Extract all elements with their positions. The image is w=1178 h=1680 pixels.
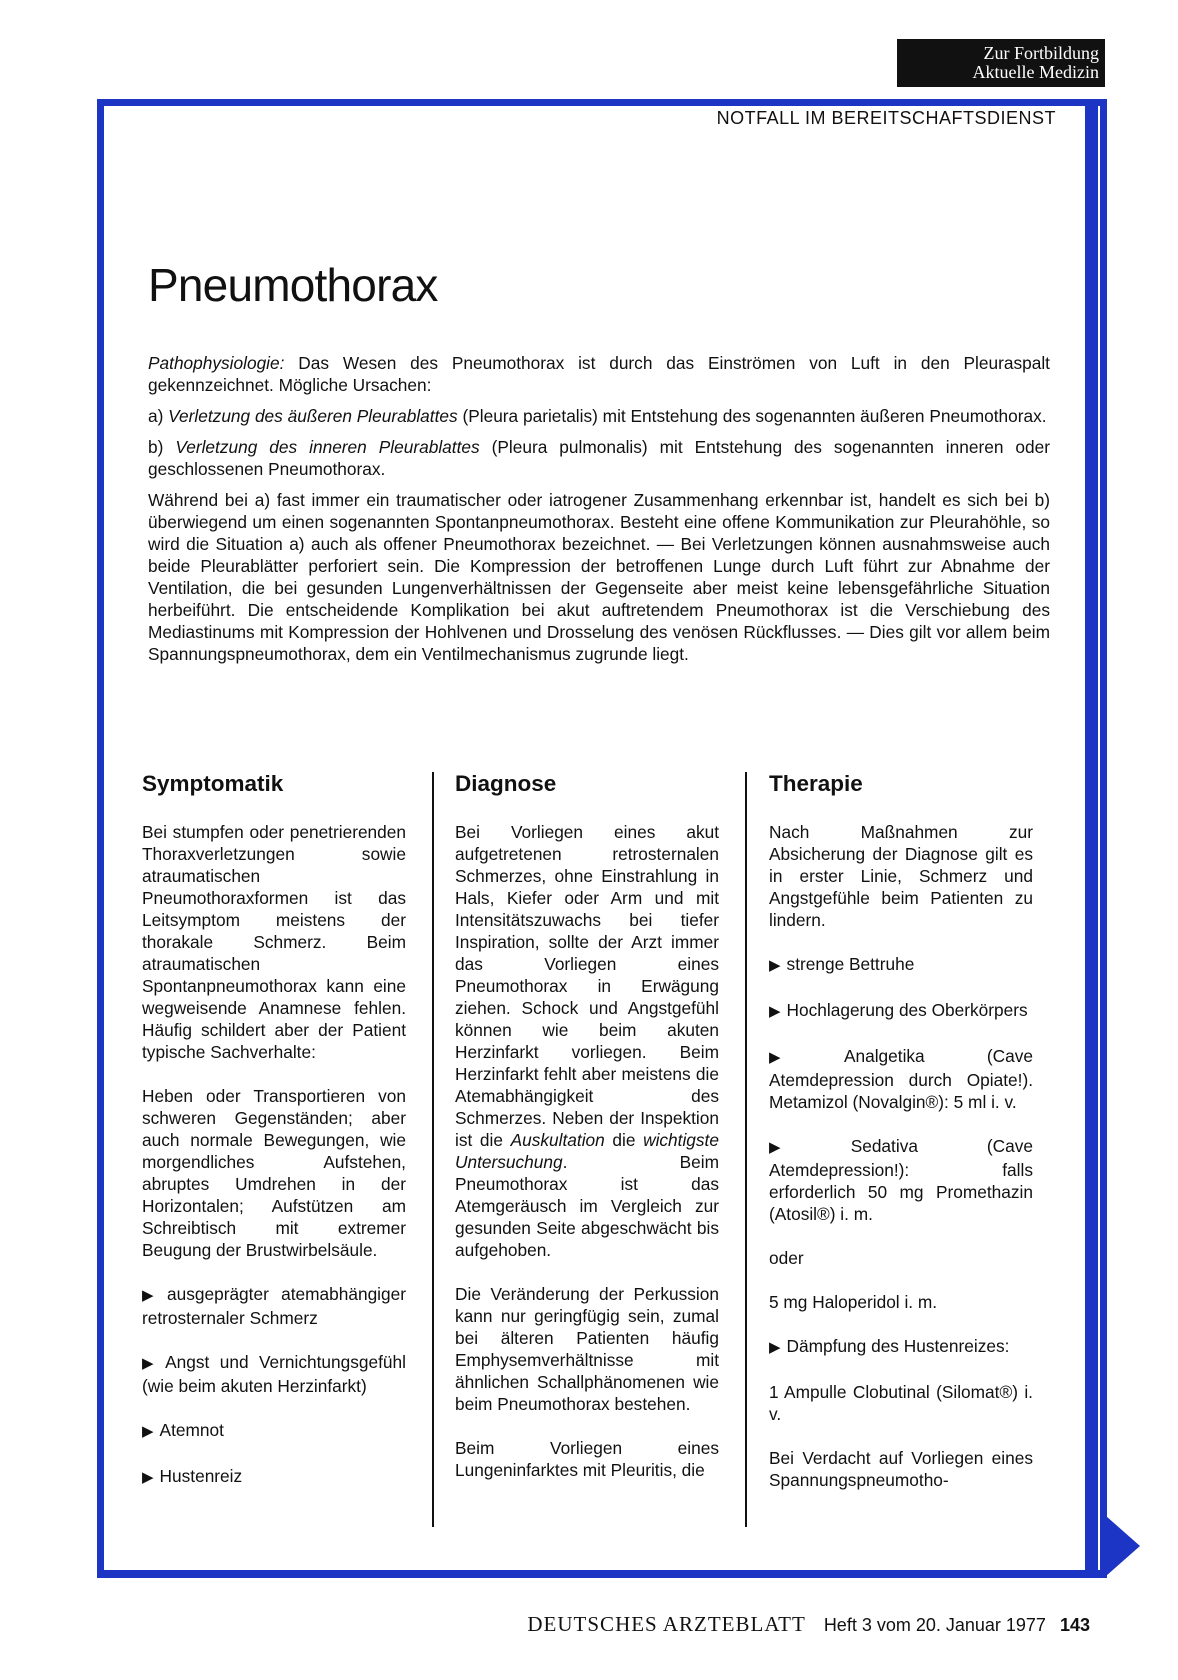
therapie-bullet bbox=[769, 1135, 1033, 1225]
column-symptomatik bbox=[142, 770, 406, 1511]
symptom-bullet-text: Atemnot bbox=[159, 1420, 224, 1440]
therapie-heading: Therapie bbox=[769, 771, 863, 796]
diagnose-paragraph-2: Die Veränderung der Perkussion kann nur geringfügig sein, zumal bei älteren Patienten häufig Emphysemverhältnisse mit ähnlichen Schallphänomenen wie beim Pneumothorax bestehen. bbox=[455, 1284, 719, 1414]
cause-a-prefix: a) bbox=[148, 406, 169, 426]
intro-cause-b bbox=[148, 436, 1050, 480]
therapie-bullet bbox=[769, 999, 1033, 1023]
cause-a-label: Verletzung des äußeren Pleurablattes bbox=[168, 406, 458, 426]
cause-b-prefix: b) bbox=[148, 437, 176, 457]
symptom-bullet-text: Angst und Vernichtungsgefühl (wie beim akuten Herzinfarkt) bbox=[142, 1352, 406, 1396]
triangle-bullet-icon: ▶ bbox=[142, 1287, 161, 1304]
triangle-bullet-icon: ▶ bbox=[142, 1469, 154, 1486]
pathophysiology-text: Das Wesen des Pneumothorax ist durch das Einströmen von Luft in den Pleuraspalt gekennzeichnet. Mögliche Ursachen: bbox=[148, 353, 1050, 395]
issue-info: Heft 3 vom 20. Januar 1977 bbox=[823, 1615, 1046, 1635]
therapie-bullet-text: Dämpfung des Hustenreizes: bbox=[786, 1336, 1010, 1356]
diagnose-p1-emphasis-2: wichtigste Untersuchung bbox=[455, 1130, 719, 1172]
triangle-bullet-icon: ▶ bbox=[142, 1423, 154, 1440]
section-tag bbox=[897, 39, 1105, 87]
triangle-bullet-icon: ▶ bbox=[769, 1003, 781, 1020]
symptomatik-heading: Symptomatik bbox=[142, 771, 284, 796]
symptom-bullet bbox=[142, 1283, 406, 1329]
section-tag-line2: Aktuelle Medizin bbox=[972, 62, 1099, 82]
intro-paragraph-pathophysiology bbox=[148, 352, 1050, 396]
symptom-bullet-text: Hustenreiz bbox=[159, 1466, 243, 1486]
symptom-bullet bbox=[142, 1351, 406, 1397]
therapie-paragraph-1: Nach Maßnahmen zur Absicherung der Diagnose gilt es in erster Linie, Schmerz und Angstgefühle beim Patienten zu lindern. bbox=[769, 822, 1033, 930]
diagnose-p1-mid: die bbox=[604, 1130, 644, 1150]
intro-paragraph-2: Während bei a) fast immer ein traumatischer oder iatrogener Zusammenhang erkennbar ist, handelt es sich bei b) überwiegend um einen sogenannten Spontanpneumothorax. Besteht eine offene Kommunikation zur Pleurahöhle, so wird die Situation a) auch als offener Pneumothorax bezeichnet. — Bei Verletzungen können ausnahmsweise auch beide Pleurablätter perforiert sein. Die Kompression der betroffenen Lunge durch Luft führt zur Abnahme der Ventilation, die bei gesunden Lungenverhältnissen der Gegenseite aber meist keine lebensgefährliche Situation herbeiführt. Die entscheidende Komplikation bei akut auftretendem Pneumothorax ist die Verschiebung des Mediastinums mit Kompression der Hohlvenen und Drosselung des venösen Rückflusses. — Dies gilt vor allem beim Spannungspneumothorax, dem ein Ventilmechanismus zugrunde liegt. bbox=[148, 490, 1050, 664]
cause-b-text: (Pleura pulmonalis) mit Entstehung des sogenannten inneren oder geschlossenen Pneumothorax. bbox=[148, 437, 1050, 479]
column-divider bbox=[432, 772, 434, 1527]
blue-frame-right-bar bbox=[1085, 99, 1098, 1571]
intro-cause-a bbox=[148, 405, 1050, 427]
therapie-paragraph-2: 5 mg Haloperidol i. m. bbox=[769, 1292, 938, 1312]
diagnose-paragraph-3: Beim Vorliegen eines Lungeninfarktes mit Pleuritis, die bbox=[455, 1438, 719, 1480]
therapie-bullet bbox=[769, 1335, 1033, 1359]
pathophysiology-label: Pathophysiologie: bbox=[148, 353, 285, 373]
therapie-bullet-text: Hochlagerung des Oberkörpers bbox=[786, 1000, 1028, 1020]
cause-a-text: (Pleura parietalis) mit Entstehung des sogenannten äußeren Pneumothorax. bbox=[457, 406, 1047, 426]
diagnose-heading: Diagnose bbox=[455, 771, 557, 796]
symptom-bullet-text: ausgeprägter atemabhängiger retrosternaler Schmerz bbox=[142, 1284, 406, 1328]
symptomatik-paragraph-2: Heben oder Transportieren von schweren Gegenständen; aber auch normale Bewegungen, wie morgendliches Aufstehen, abruptes Umdrehen in der Horizontalen; Aufstützen am Schreibtisch mit extremer Beugung der Brustwirbelsäule. bbox=[142, 1086, 406, 1260]
diagnose-p1-text: Bei Vorliegen eines akut aufgetretenen retrosternalen Schmerzes, ohne Einstrahlung in Hals, Kiefer oder Arm und mit Intensitätszuwachs bei tiefer Inspiration, sollte der Arzt immer das Vorliegen eines Pneumothorax in Erwägung ziehen. Schock und Angstgefühl können wie beim akuten Herzinfarkt vorliegen. Beim Herzinfarkt fehlt aber meistens die Atemabhängigkeit des Schmerzes. Neben der Inspektion ist die bbox=[455, 822, 719, 1150]
symptomatik-paragraph-1: Bei stumpfen oder penetrierenden Thoraxverletzungen sowie atraumatischen Pneumothoraxformen ist das Leitsymptom meistens der thorakale Schmerz. Beim atraumatischen Spontanpneumothorax kann eine wegweisende Anamnese fehlen. Häufig schildert aber der Patient typische Sachverhalte: bbox=[142, 822, 406, 1062]
therapie-bullet bbox=[769, 1045, 1033, 1113]
therapie-bullet-text: Sedativa (Cave Atemdepression!): falls erforderlich 50 mg Promethazin (Atosil®) i. m. bbox=[769, 1136, 1033, 1224]
triangle-bullet-icon: ▶ bbox=[769, 957, 781, 974]
journal-name: DEUTSCHES ARZTEBLATT bbox=[527, 1612, 806, 1636]
continue-arrow-icon bbox=[1106, 1516, 1140, 1576]
therapie-oder: oder bbox=[769, 1248, 804, 1268]
section-tag-line1: Zur Fortbildung bbox=[983, 43, 1099, 63]
page-number: 143 bbox=[1059, 1615, 1090, 1635]
triangle-bullet-icon: ▶ bbox=[769, 1049, 838, 1066]
column-divider bbox=[745, 772, 747, 1527]
diagnose-p1-end: . Beim Pneumothorax ist das Atemgeräusch im Vergleich zur gesunden Seite abgeschwächt bis aufgehoben. bbox=[455, 1152, 719, 1260]
page-footer bbox=[527, 1612, 1090, 1637]
therapie-bullet-text: Analgetika (Cave Atemdepression durch Opiate!). Metamizol (Novalgin®): 5 ml i. v. bbox=[769, 1046, 1033, 1112]
rubric-heading: NOTFALL IM BEREITSCHAFTSDIENST bbox=[716, 108, 1056, 128]
diagnose-paragraph-1 bbox=[455, 821, 719, 1261]
article-title: Pneumothorax bbox=[148, 259, 438, 311]
column-diagnose bbox=[455, 770, 719, 1503]
column-therapie bbox=[769, 770, 1033, 1513]
therapie-paragraph-3: 1 Ampulle Clobutinal (Silomat®) i. v. bbox=[769, 1382, 1033, 1424]
symptom-bullet bbox=[142, 1465, 406, 1489]
triangle-bullet-icon: ▶ bbox=[142, 1355, 160, 1372]
triangle-bullet-icon: ▶ bbox=[769, 1139, 845, 1156]
therapie-bullet-text: strenge Bettruhe bbox=[786, 954, 915, 974]
intro-section bbox=[148, 352, 1050, 674]
symptom-bullet bbox=[142, 1419, 406, 1443]
triangle-bullet-icon: ▶ bbox=[769, 1339, 781, 1356]
therapie-bullet bbox=[769, 953, 1033, 977]
therapie-paragraph-4: Bei Verdacht auf Vorliegen eines Spannungspneumotho- bbox=[769, 1448, 1033, 1490]
diagnose-p1-emphasis-1: Auskultation bbox=[510, 1130, 605, 1150]
cause-b-label: Verletzung des inneren Pleurablattes bbox=[175, 437, 480, 457]
